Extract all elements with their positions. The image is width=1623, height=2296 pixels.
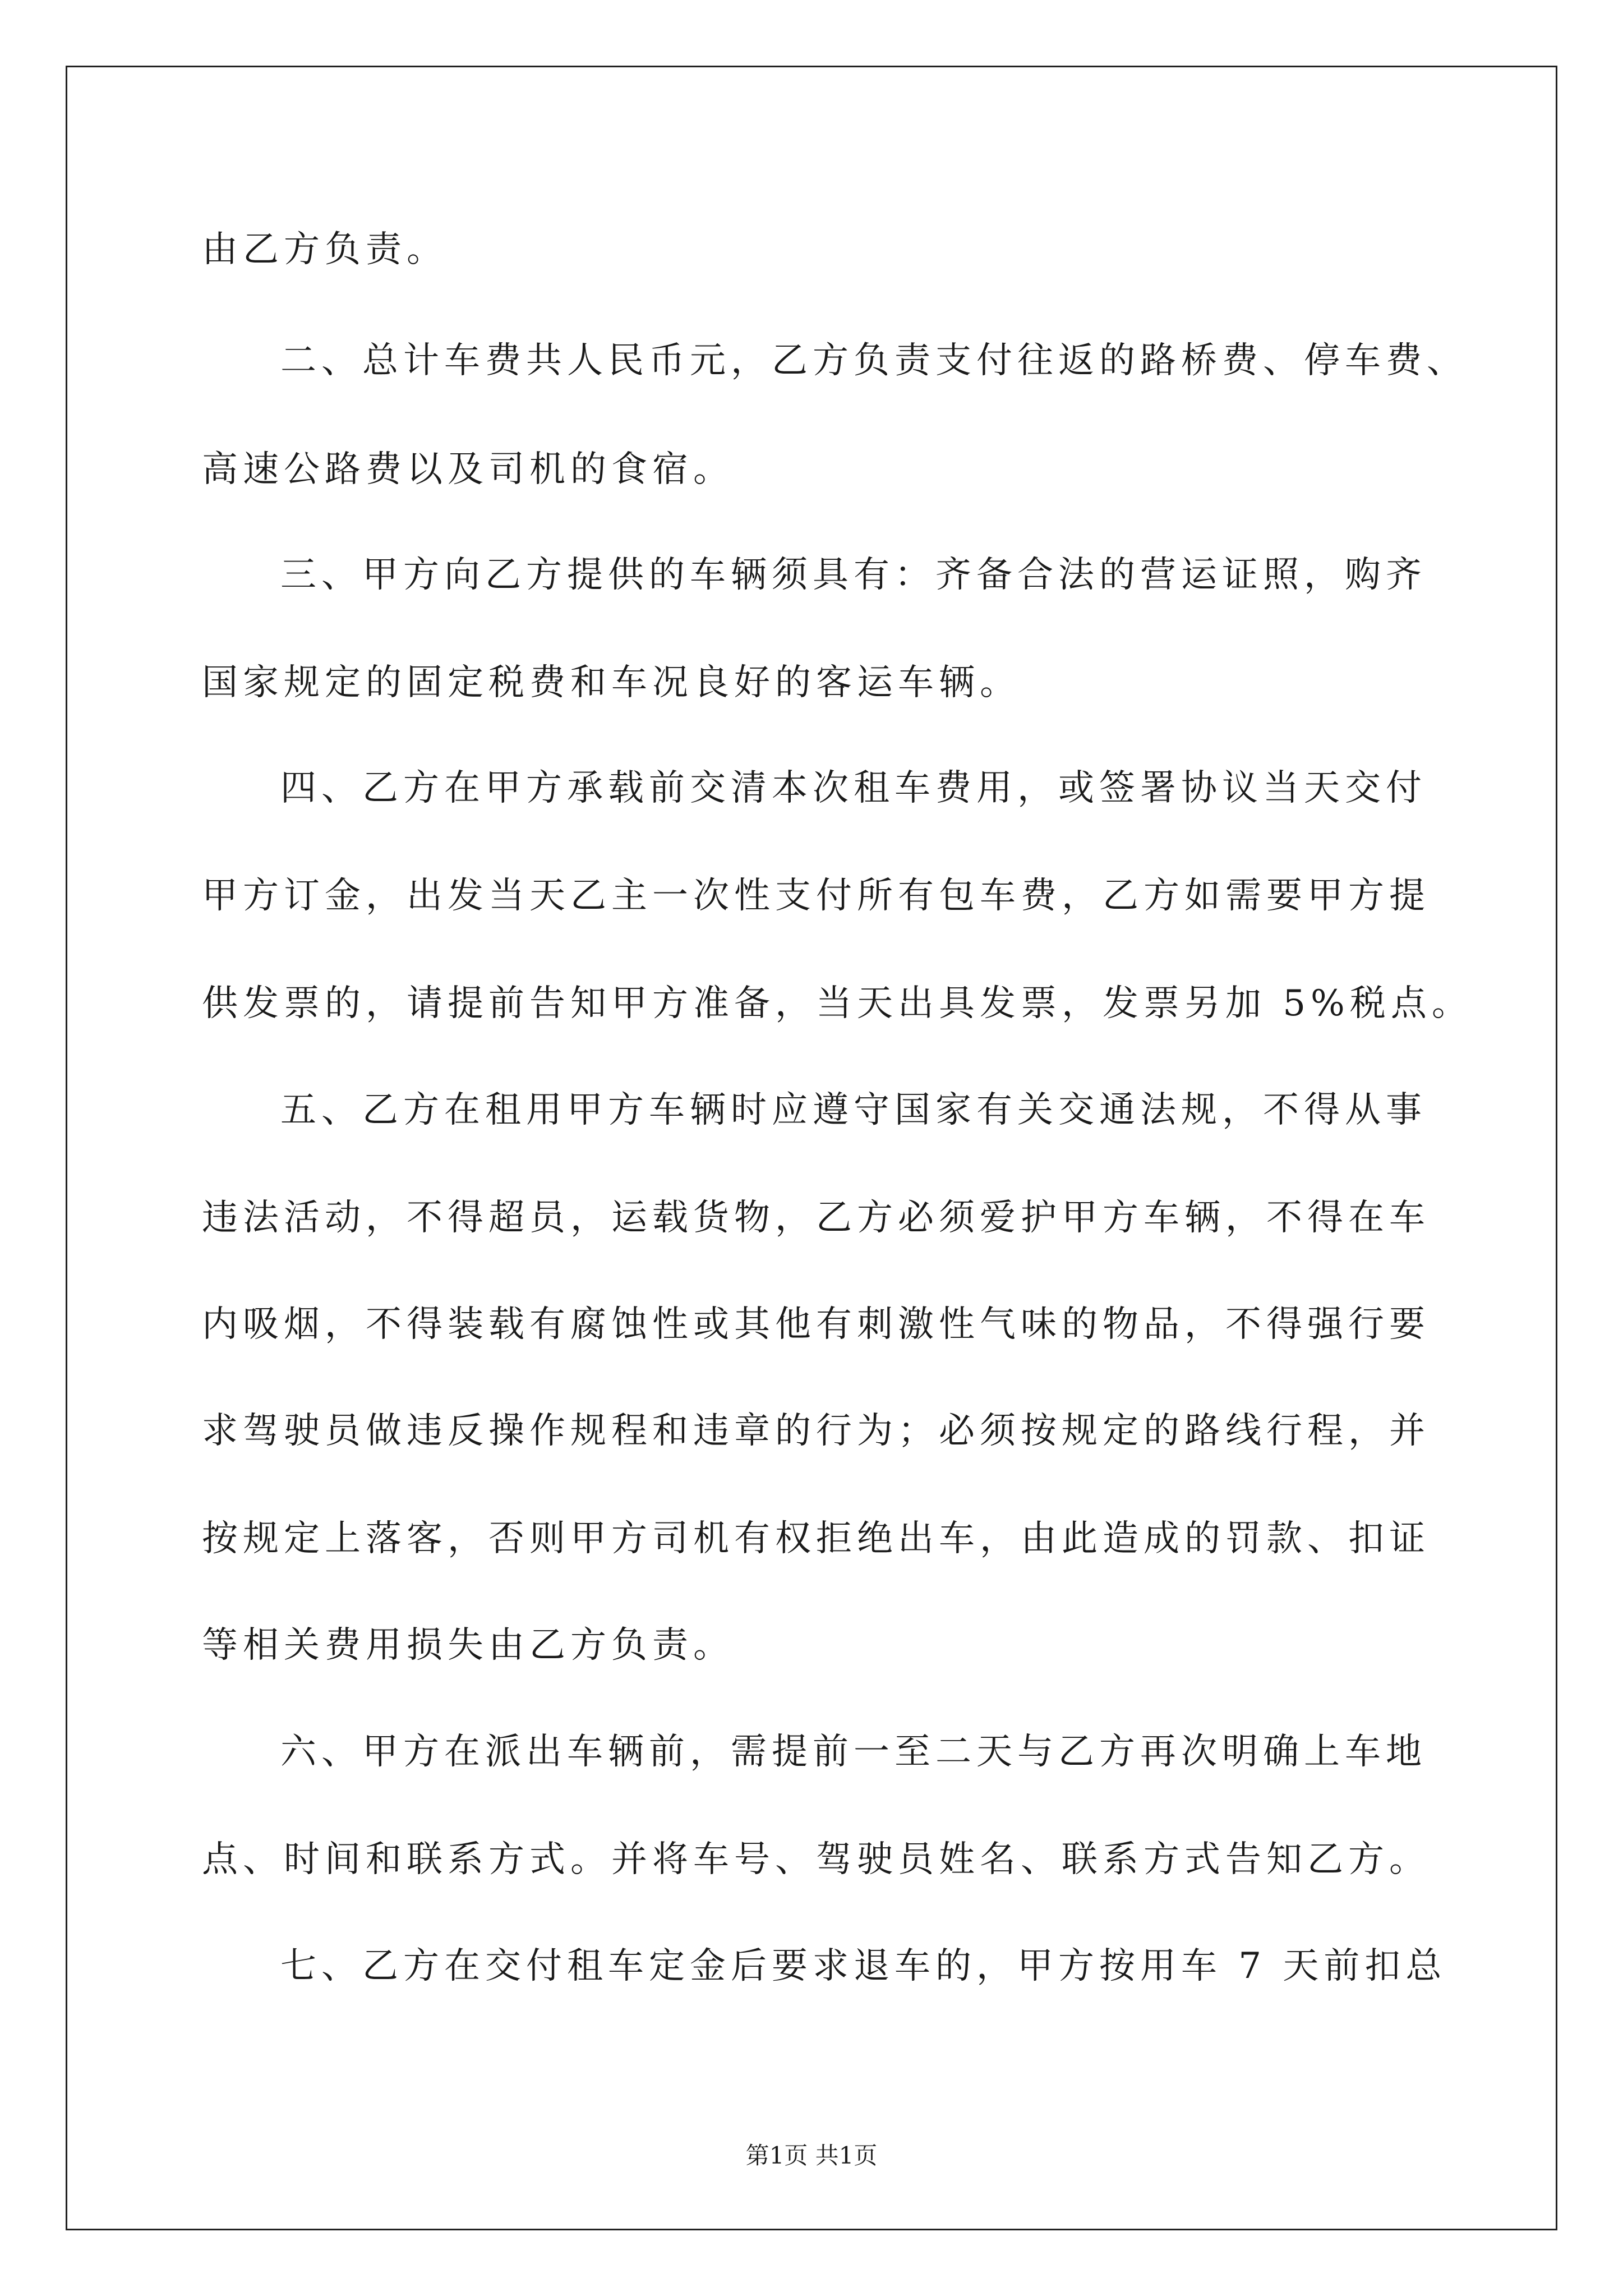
page-border	[66, 66, 1557, 2230]
text-line: 由乙方负责。	[202, 229, 448, 270]
text-line: 七、乙方在交付租车定金后要求退车的，甲方按用车 7 天前扣总	[280, 1945, 1447, 1987]
text-line: 六、甲方在派出车辆前，需提前一至二天与乙方再次明确上车地	[280, 1731, 1427, 1773]
text-line: 求驾驶员做违反操作规程和违章的行为；必须按规定的路线行程，并	[202, 1410, 1430, 1452]
text-line: 按规定上落客，否则甲方司机有权拒绝出车，由此造成的罚款、扣证	[202, 1518, 1430, 1559]
text-line: 三、甲方向乙方提供的车辆须具有：齐备合法的营运证照，购齐	[280, 554, 1427, 596]
text-line: 供发票的，请提前告知甲方准备，当天出具发票，发票另加 5%税点。	[202, 983, 1473, 1024]
text-line: 四、乙方在甲方承载前交清本次租车费用，或签署协议当天交付	[280, 767, 1427, 809]
text-line: 内吸烟，不得装载有腐蚀性或其他有刺激性气味的物品，不得强行要	[202, 1304, 1430, 1345]
text-line: 五、乙方在租用甲方车辆时应遵守国家有关交通法规，不得从事	[280, 1089, 1427, 1131]
text-line: 高速公路费以及司机的食宿。	[202, 449, 734, 490]
text-line: 二、总计车费共人民币元，乙方负责支付往返的路桥费、停车费、	[280, 340, 1468, 381]
page-number-footer: 第1页 共1页	[745, 2142, 878, 2169]
text-line: 点、时间和联系方式。并将车号、驾驶员姓名、联系方式告知乙方。	[202, 1839, 1430, 1880]
text-line: 甲方订金，出发当天乙主一次性支付所有包车费，乙方如需要甲方提	[202, 875, 1430, 917]
text-line: 等相关费用损失由乙方负责。	[202, 1625, 734, 1666]
text-line: 违法活动，不得超员，运载货物，乙方必须爱护甲方车辆，不得在车	[202, 1197, 1430, 1239]
text-line: 国家规定的固定税费和车况良好的客运车辆。	[202, 662, 1021, 703]
